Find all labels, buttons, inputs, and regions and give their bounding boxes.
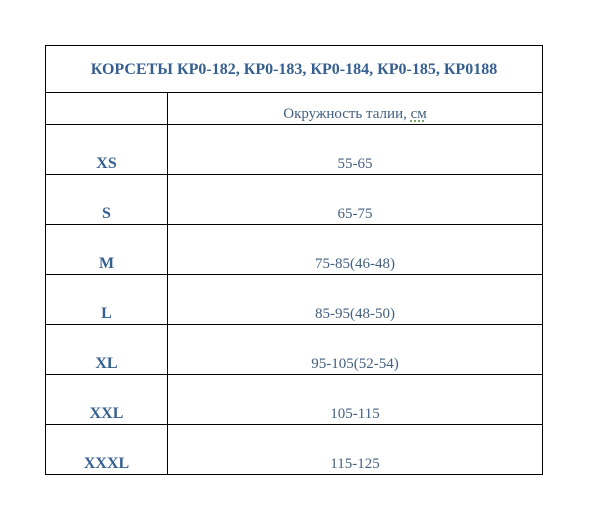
waist-value-cell: 65-75: [168, 175, 543, 225]
size-cell: L: [46, 275, 168, 325]
size-column-header: [46, 93, 168, 125]
size-chart-table: [45, 45, 543, 475]
table-row-l: [46, 275, 543, 325]
size-cell: S: [46, 175, 168, 225]
waist-value-cell: 75-85(46-48): [168, 225, 543, 275]
title-row: [46, 46, 543, 93]
size-cell: XXL: [46, 375, 168, 425]
table-row-xxl: [46, 375, 543, 425]
waist-value-cell: 95-105(52-54): [168, 325, 543, 375]
size-cell: XL: [46, 325, 168, 375]
waist-value-cell: 105-115: [168, 375, 543, 425]
waist-value-cell: 55-65: [168, 125, 543, 175]
table-row-xl: [46, 325, 543, 375]
waist-value-cell: 85-95(48-50): [168, 275, 543, 325]
table-row-s: [46, 175, 543, 225]
table-row-m: [46, 225, 543, 275]
size-cell: XXXL: [46, 425, 168, 475]
table-row-xs: [46, 125, 543, 175]
size-cell: XS: [46, 125, 168, 175]
header-row: [46, 93, 543, 125]
waist-column-header: [168, 93, 543, 125]
table-row-xxxl: [46, 425, 543, 475]
waist-column-header-label: Окружность талии,: [283, 106, 411, 122]
size-cell: M: [46, 225, 168, 275]
table-title: КОРСЕТЫ КР0-182, КР0-183, КР0-184, КР0-185, КР0188: [46, 46, 543, 93]
waist-value-cell: 115-125: [168, 425, 543, 475]
waist-column-header-unit: см: [410, 106, 427, 122]
